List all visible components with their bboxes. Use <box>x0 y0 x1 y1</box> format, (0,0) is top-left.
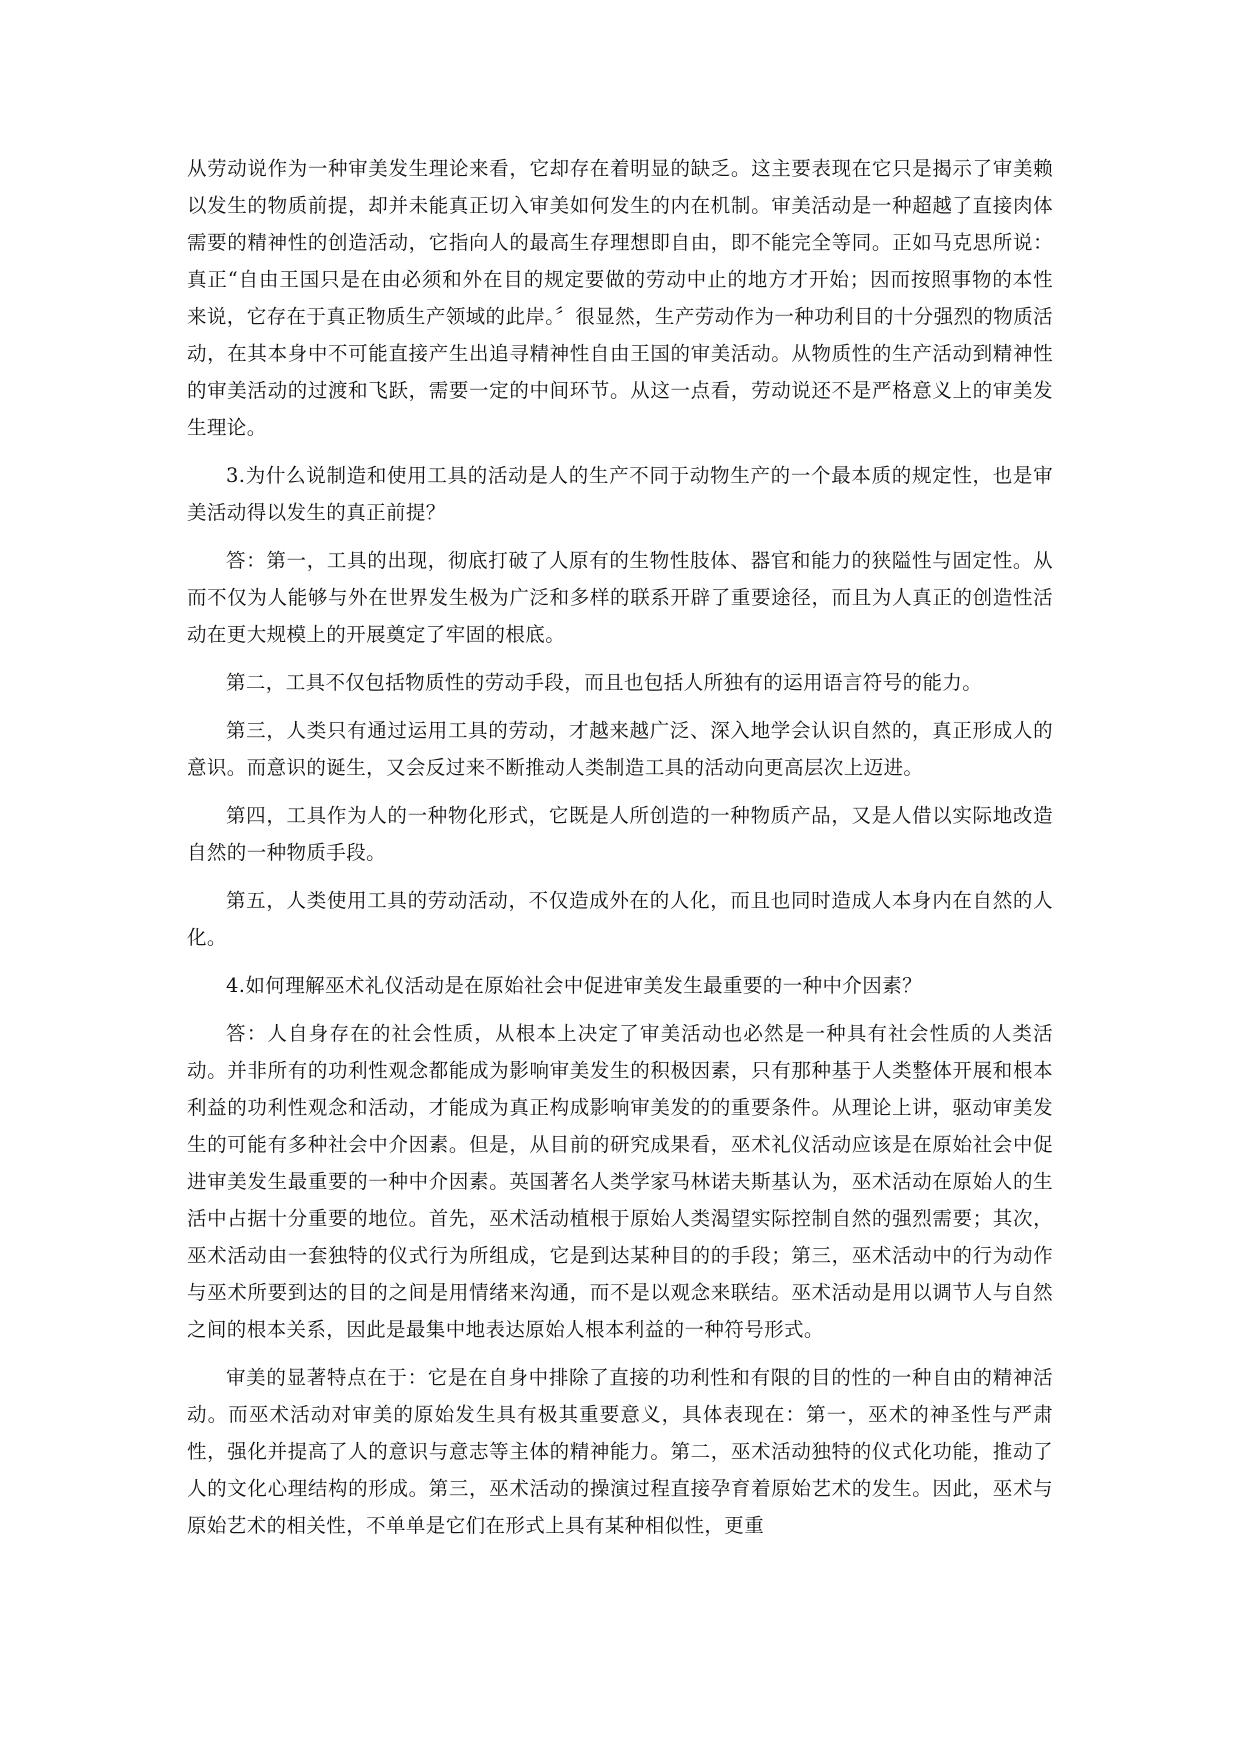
paragraph-labor-theory-critique: 从劳动说作为一种审美发生理论来看，它却存在着明显的缺乏。这主要表现在它只是揭示了审美赖以发生的物质前提，却并未能真正切入审美如何发生的内在机制。审美活动是一种超越了直接肉体需要的精神性的创造活动，它指向人的最高生存理想即自由，即不能完全等同。正如马克思所说：真正“自由王国只是在由必须和外在目的规定要做的劳动中止的地方才开始；因而按照事物的本性来说，它存在于真正物质生产领域的此岸。〞很显然，生产劳动作为一种功利目的十分强烈的物质活动，在其本身中不可能直接产生出追寻精神性自由王国的审美活动。从物质性的生产活动到精神性的审美活动的过渡和飞跃，需要一定的中间环节。从这一点看，劳动说还不是严格意义上的审美发生理论。 <box>187 157 1053 439</box>
answer-3-point-3: 第三，人类只有通过运用工具的劳动，才越来越广泛、深入地学会认识自然的，真正形成人的意识。而意识的诞生，又会反过来不断推动人类制造工具的活动向更高层次上迈进。 <box>187 719 1053 779</box>
answer-3-point-1: 答：第一，工具的出现，彻底打破了人原有的生物性肢体、器官和能力的狭隘性与固定性。从而不仅为人能够与外在世界发生极为广泛和多样的联系开辟了重要途径，而且为人真正的创造性活动在更大规模上的开展奠定了牢固的根底。 <box>187 549 1053 646</box>
answer-4-part-1: 答：人自身存在的社会性质，从根本上决定了审美活动也必然是一种具有社会性质的人类活动。并非所有的功利性观念都能成为影响审美发生的积极因素，只有那种基于人类整体开展和根本利益的功利性观念和活动，才能成为真正构成影响审美发的的重要条件。从理论上讲，驱动审美发生的可能有多种社会中介因素。但是，从目前的研究成果看，巫术礼仪活动应该是在原始社会中促进审美发生最重要的一种中介因素。英国著名人类学家马林诺夫斯基认为，巫术活动在原始人的生活中占据十分重要的地位。首先，巫术活动植根于原始人类渴望实际控制自然的强烈需要；其次，巫术活动由一套独特的仪式行为所组成，它是到达某种目的的手段；第三，巫术活动中的行为动作与巫术所要到达的目的之间是用情绪来沟通，而不是以观念来联结。巫术活动是用以调节人与自然之间的根本关系，因此是最集中地表达原始人根本利益的一种符号形式。 <box>187 1022 1053 1341</box>
question-3: 3.为什么说制造和使用工具的活动是人的生产不同于动物生产的一个最本质的规定性，也是审美活动得以发生的真正前提？ <box>187 464 1053 524</box>
answer-4-part-2: 审美的显著特点在于：它是在自身中排除了直接的功利性和有限的目的性的一种自由的精神活动。而巫术活动对审美的原始发生具有极其重要意义，具体表现在：第一，巫术的神圣性与严肃性，强化并提高了人的意识与意志等主体的精神能力。第二，巫术活动独特的仪式化功能，推动了人的文化心理结构的形成。第三，巫术活动的操演过程直接孕育着原始艺术的发生。因此，巫术与原始艺术的相关性，不单单是它们在形式上具有某种相似性，更重 <box>187 1366 1053 1537</box>
answer-3-point-5: 第五，人类使用工具的劳动活动，不仅造成外在的人化，而且也同时造成人本身内在自然的人化。 <box>187 889 1053 949</box>
answer-3-point-2: 第二，工具不仅包括物质性的劳动手段，而且也包括人所独有的运用语言符号的能力。 <box>226 671 983 694</box>
document-page <box>187 150 1053 1555</box>
question-4: 4.如何理解巫术礼仪活动是在原始社会中促进审美发生最重要的一种中介因素？ <box>226 974 923 997</box>
answer-3-point-4: 第四，工具作为人的一种物化形式，它既是人所创造的一种物质产品，又是人借以实际地改造自然的一种物质手段。 <box>187 804 1053 864</box>
